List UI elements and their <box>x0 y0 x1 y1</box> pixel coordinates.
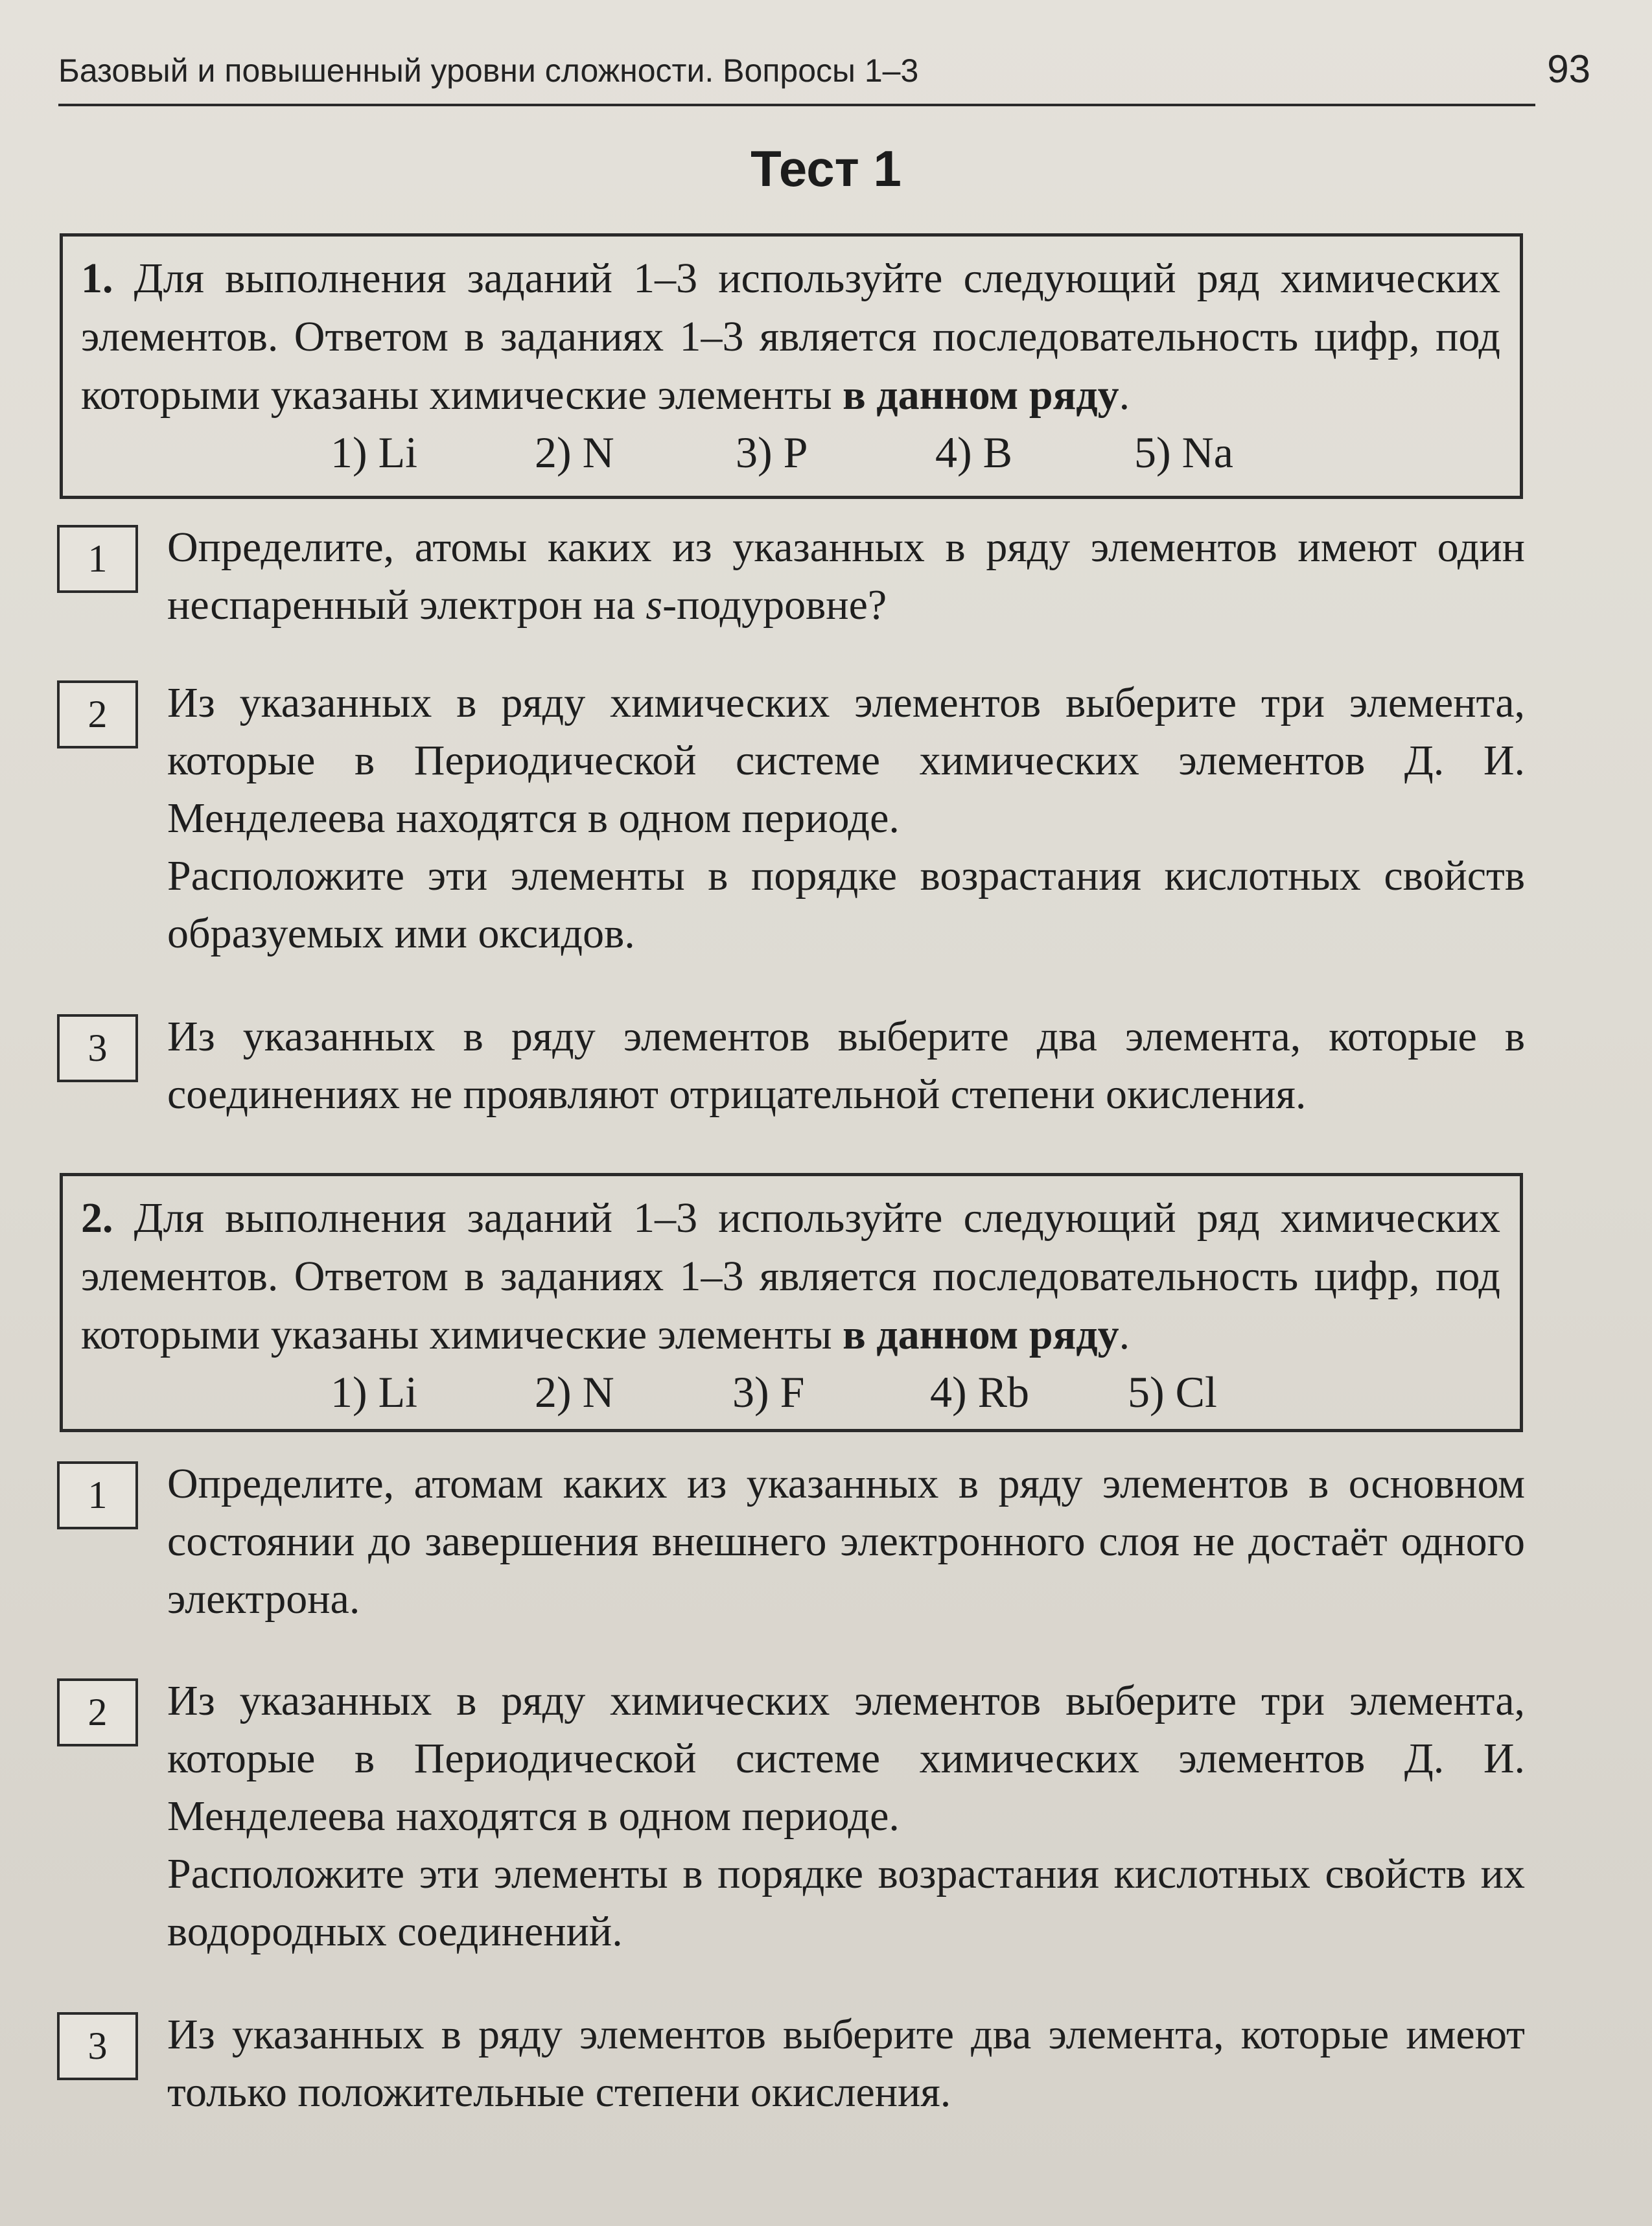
question-text-paragraph: Из указанных в ряду химических элементов выберите три элемента, которые в Периодической системе химических элементов Д. И. Менделеева находятся в одном периоде. <box>167 679 1525 842</box>
element-item: 2) N <box>535 1367 614 1417</box>
element-item: 5) Na <box>1134 428 1233 477</box>
question-text: Из указанных в ряду элементов выберите два элемента, которые имеют только положительные степени окисления. <box>167 2011 1525 2116</box>
running-header <box>58 45 1535 106</box>
question-number-box: 3 <box>57 1014 138 1082</box>
section-2-elements <box>81 1367 1500 1425</box>
question-text-part: Определите, атомы каких из указанных в ряду элементов имеют один неспаренный электрон на <box>167 524 1525 629</box>
section-1-intro-bold: в данном ряду <box>843 371 1119 419</box>
page-number: 93 <box>1547 47 1590 91</box>
section-2-intro-text: Для выполнения заданий 1–3 используйте следующий ряд химических элементов. Ответом в заданиях 1–3 является последовательность цифр, под которыми указаны химические элементы <box>81 1194 1501 1358</box>
running-title: Базовый и повышенный уровни сложности. Вопросы 1–3 <box>58 52 919 89</box>
question-text-italic: s <box>646 581 663 629</box>
element-item: 5) Cl <box>1128 1367 1217 1417</box>
question-text-paragraph: Расположите эти элементы в порядке возрастания кислотных свойств образуемых ими оксидов. <box>167 852 1525 957</box>
section-1-intro-box <box>60 233 1523 499</box>
element-item: 4) Rb <box>930 1367 1029 1417</box>
element-item: 3) F <box>732 1367 805 1417</box>
test-title: Тест 1 <box>750 140 902 197</box>
section-1-intro <box>81 249 1500 424</box>
question-number-box: 1 <box>57 1461 138 1529</box>
section-1-number: 1. <box>81 255 113 302</box>
section-2-intro-end: . <box>1119 1311 1130 1358</box>
question-number-box: 1 <box>57 525 138 593</box>
section-2-intro <box>81 1189 1500 1364</box>
question-text-paragraph: Расположите эти элементы в порядке возрастания кислотных свойств их водородных соединений. <box>167 1850 1525 1955</box>
element-item: 4) B <box>935 428 1012 477</box>
question-number-box: 3 <box>57 2012 138 2080</box>
element-item: 1) Li <box>331 1367 418 1417</box>
section-2-intro-bold: в данном ряду <box>843 1311 1119 1358</box>
question-number-box: 2 <box>57 680 138 748</box>
question-text-part: -подуровне? <box>662 581 887 629</box>
element-item: 1) Li <box>331 428 418 477</box>
section-2-intro-box <box>60 1173 1523 1432</box>
section-1-intro-text: Для выполнения заданий 1–3 используйте следующий ряд химических элементов. Ответом в заданиях 1–3 является последовательность цифр, под которыми указаны химические элементы <box>81 255 1501 419</box>
question-number-box: 2 <box>57 1678 138 1746</box>
element-item: 3) P <box>736 428 808 477</box>
question-text: Определите, атомам каких из указанных в ряду элементов в основном состоянии до завершения внешнего электронного слоя не достаёт одного электрона. <box>167 1460 1525 1623</box>
section-1-intro-end: . <box>1119 371 1130 419</box>
section-2-number: 2. <box>81 1194 113 1242</box>
section-1-elements <box>81 427 1500 485</box>
question-text: Из указанных в ряду элементов выберите два элемента, которые в соединениях не проявляют отрицательной степени окисления. <box>167 1013 1525 1118</box>
question-text <box>167 674 1525 962</box>
element-item: 2) N <box>535 428 614 477</box>
question-text <box>167 1672 1525 1960</box>
question-text-paragraph: Из указанных в ряду химических элементов выберите три элемента, которые в Периодической системе химических элементов Д. И. Менделеева находятся в одном периоде. <box>167 1677 1525 1840</box>
question-text <box>167 518 1525 634</box>
